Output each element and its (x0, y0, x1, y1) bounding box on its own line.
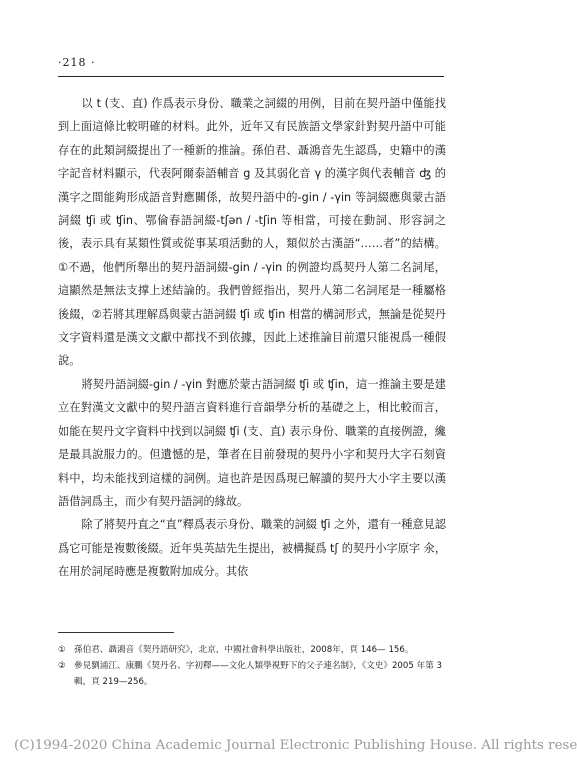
paragraph-1: 以 t (支、直) 作爲表示身份、職業之詞綴的用例，目前在契丹語中僅能找到上面這條比較明確的材料。此外，近年又有民族語文學家針對契丹語中可能存在的此類詞綴提出了一種新的推論。孫伯君、聶鴻音先生認爲，史籍中的漢字記音材料顯示，代表阿爾泰語輔音 g 及其弱化音 γ 的漢字與代表輔音 ʤ 的漢字之間能夠形成語音對應關係，故契丹語中的-gin / -γin 等詞綴應與蒙古語詞綴 ʧi 或 ʧin、鄂倫春語詞綴-tʃən / -tʃin 等相當，可接在動詞、形容詞之後，表示具有某類性質或從事某項活動的人，類似於古漢語“……者”的結構。①不過，他們所舉出的契丹語詞綴-gin / -γin 的例證均爲契丹人第二名詞尾，這顯然是無法支撑上述結論的。我們曾經指出，契丹人第二名詞尾是一種屬格後綴，②若將其理解爲與蒙古語詞綴 ʧi 或 ʧin 相當的構詞形式，無論是從契丹文字資料還是漢文文獻中都找不到依據，因此上述推論目前還只能視爲一種假說。 (58, 97, 446, 368)
header-rule (58, 76, 444, 77)
paragraph-3: 除了將契丹直之“直”釋爲表示身份、職業的詞綴 ʧi 之外，還有一種意見認爲它可能是複數後綴。近年吳英喆先生提出，被構擬爲 tʃ 的契丹小字原字 氽，在用於詞尾時應是複數附加成分。其依 (58, 518, 447, 579)
footnotes (58, 642, 446, 690)
footnote-1-mark: ① (58, 645, 66, 655)
page-number: ·218 · (58, 56, 96, 69)
copyright-watermark: (C)1994-2020 China Academic Journal Electronic Publishing House. All rights rese (14, 738, 577, 753)
footnote-2 (58, 658, 446, 690)
footnote-rule (58, 632, 174, 633)
body-text (58, 92, 446, 584)
footnote-1-text: 孫伯君、聶鴻音《契丹語研究》，北京，中國社會科學出版社，2008年，頁 146— 156。 (74, 645, 414, 655)
paragraph-2: 將契丹語詞綴-gin / -γin 對應於蒙古語詞綴 ʧi 或 ʧin，這一推論主要是建立在對漢文文獻中的契丹語言資料進行音韻學分析的基礎之上，相比較而言，如能在契丹文字資料中找到以詞綴 ʧi (支、直) 表示身份、職業的直接例證，纔是最具說服力的。但遺憾的是，筆者在目前發現的契丹小字和契丹大字石刻資料中，均未能找到這樣的詞例。這也許是因爲現已解讀的契丹大小字主要以漢語借詞爲主，而少有契丹語詞的緣故。 (58, 377, 446, 508)
footnote-2-mark: ② (58, 661, 66, 671)
footnote-1 (58, 642, 446, 658)
footnote-2-text: 參見劉浦江、康鵬《契丹名、字初釋——文化人類學視野下的父子連名制》，《文史》2005 年第 3 輯，頁 219—256。 (74, 661, 442, 687)
